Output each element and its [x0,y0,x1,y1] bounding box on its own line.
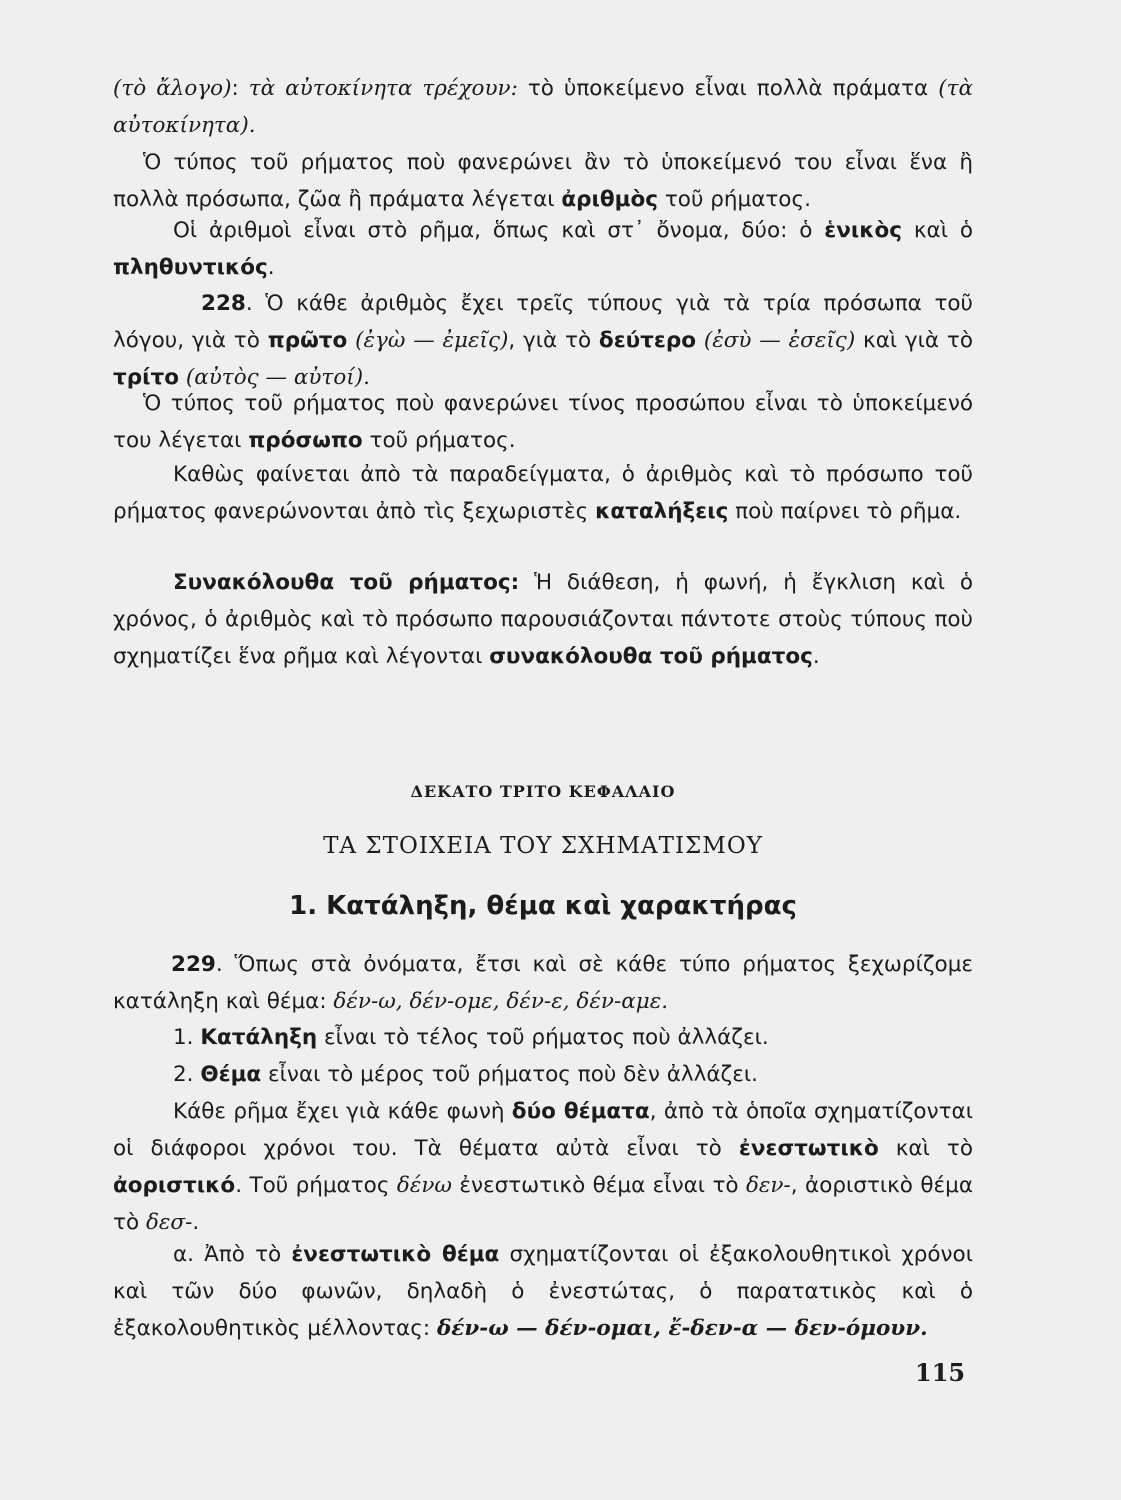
italic-text: (αὐτὸς — αὐτοί). [178,365,370,390]
term-concomitants-heading: Συνακόλουθα τοῦ ρήματος: [173,570,520,595]
italic-text: (τὰ αὐτοκίνητα). [113,76,973,138]
italic-example: δέν-ω, δέν-ομε, δέν-ε, δέν-αμε. [333,989,669,1014]
term-plural: πληθυντικός [113,255,268,280]
italic-example: τὰ αὐτοκίνητα τρέχουν: [248,76,518,101]
text: ποὺ παίρνει τὸ ρῆμα. [728,499,962,524]
text: καὶ τὸ [878,1136,973,1161]
list-item-stem [113,1056,973,1093]
text: α. Ἀπὸ τὸ [173,1242,292,1267]
text: . [192,1210,200,1235]
text: τοῦ ρήματος. [658,187,811,212]
paragraph-two-stems [113,1093,973,1241]
text: . Τοῦ ρήματος [235,1173,397,1198]
text: , γιὰ τὸ [508,328,599,353]
term-present-stem: ἐνεστωτικὸ θέμα [291,1242,500,1267]
term-stem: Θέμα [200,1062,262,1087]
text: Ὁ τύπος τοῦ ρήματος ποὺ φανερώνει τίνος προσώπου εἶναι τὸ ὑποκείμενό του λέγεται [113,391,973,453]
term-concomitants: συνακόλουθα τοῦ ρήματος [489,644,813,669]
term-present-stem: ἐνεστωτικὸ [738,1136,879,1161]
text: . Ὅπως στὰ ὀνόματα, ἔτσι καὶ σὲ κάθε τύπο ρήματος ξεχωρίζομε κατάληξη καὶ θέμα: [113,952,973,1014]
paragraph-subject-example [113,70,973,144]
subsection-title: 1. Κατάληξη, θέμα καὶ χαρακτήρας [289,891,797,921]
list-item-ending [113,1019,973,1056]
term-second: δεύτερο [598,328,697,353]
paragraph-numbers [113,212,973,286]
paragraph-concomitants [113,564,973,675]
term-third: τρίτο [113,365,179,390]
text: Ἡ διάθεση, ἡ φωνή, ἡ ἔγκλιση καὶ ὁ χρόνος, ὁ ἀριθμὸς καὶ τὸ πρόσωπο παρουσιάζονται πάντοτε στοὺς τύπους ποὺ σχηματίζει ἕνα ρῆμα καὶ λέγονται [113,570,973,669]
text: : [231,76,249,101]
italic-text: (ἐσὺ — ἐσεῖς) [696,328,856,353]
text: εἶναι τὸ μέρος τοῦ ρήματος ποὺ δὲν ἀλλάζει. [261,1062,758,1087]
italic-example: δεν- [745,1173,791,1198]
text: τοῦ ρήματος. [362,428,516,453]
text: τὸ ὑποκείμενο εἶναι πολλὰ πράματα [517,76,939,101]
term-first: πρῶτο [267,328,348,353]
term-two-stems: δύο θέματα [511,1099,650,1124]
text: Ὁ τύπος τοῦ ρήματος ποὺ φανερώνει ἂν τὸ ὑποκείμενό του εἶναι ἕνα ἢ πολλὰ πρόσωπα, ζῶα ἢ πράματα λέγεται [113,150,973,212]
text: εἶναι τὸ τέλος τοῦ ρήματος ποὺ ἀλλάζει. [317,1025,769,1050]
paragraph-228 [113,285,973,396]
italic-example: δεσ- [145,1210,193,1235]
text: , ἀπὸ τὰ ὁποῖα σχηματίζονται οἱ διάφοροι χρόνοι του. Τὰ θέματα αὐτὰ εἶναι τὸ [113,1099,973,1161]
text: σχηματίζονται οἱ ἐξακολουθητικοὶ χρόνοι καὶ τῶν δύο φωνῶν, δηλαδὴ ὁ ἐνεστώτας, ὁ παρατατικὸς καὶ ὁ ἐξακολουθητικὸς μέλλοντας: [113,1242,973,1341]
term-aorist-stem: ἀοριστικό [113,1173,236,1198]
text: . [267,255,275,280]
text: Κάθε ρῆμα ἔχει γιὰ κάθε φωνὴ [173,1099,512,1124]
paragraph-person-definition [113,385,973,459]
paragraph-number: 229 [171,952,216,977]
term-ending: Κατάληξη [200,1025,318,1050]
chapter-title: ΔΕΚΑΤΟ ΤΡΙΤΟ ΚΕΦΑΛΑΙΟ [410,782,676,801]
text: Καθὼς φαίνεται ἀπὸ τὰ παραδείγματα, ὁ ἀριθμὸς καὶ τὸ πρόσωπο τοῦ ρήματος φανερώνονται ἀπὸ τὶς ξεχωριστὲς [113,462,973,524]
paragraph-number: 228 [201,291,246,316]
text: Οἱ ἀριθμοὶ εἶναι στὸ ρῆμα, ὅπως καὶ στ᾿ ὄνομα, δύο: ὁ [173,218,825,243]
text: . Ὁ κάθε ἀριθμὸς ἔχει τρεῖς τύπους γιὰ τὰ τρία πρόσωπα τοῦ λόγου, γιὰ τὸ [113,291,973,353]
paragraph-number-definition [113,144,973,218]
text: ἐνεστωτικὸ θέμα εἶναι τὸ [451,1173,746,1198]
term-number: ἀριθμὸς [561,187,659,212]
italic-example: δέν-ω — δέν-ομαι, ἔ-δεν-α — δεν-όμουν. [436,1316,928,1341]
text: . [812,644,820,669]
section-title: ΤΑ ΣΤΟΙΧΕΙΑ ΤΟΥ ΣΧΗΜΑΤΙΣΜΟΥ [323,833,763,859]
text: 2. [173,1062,201,1087]
page-number: 115 [915,1358,966,1387]
paragraph-present-stem [113,1236,973,1347]
term-singular: ἑνικὸς [824,218,903,243]
term-person: πρόσωπο [248,428,363,453]
text: καὶ γιὰ τὸ [855,328,974,353]
text: καὶ ὁ [902,218,973,243]
italic-text: (τὸ ἄλογο) [113,76,232,101]
italic-text: (ἐγὼ — ἐμεῖς) [347,328,509,353]
term-endings: καταλήξεις [595,499,729,524]
text: , ἀοριστικὸ θέμα τὸ [113,1173,973,1235]
italic-example: δένω [396,1173,452,1198]
paragraph-endings [113,456,973,530]
paragraph-229 [113,946,973,1020]
text: 1. [173,1025,201,1050]
